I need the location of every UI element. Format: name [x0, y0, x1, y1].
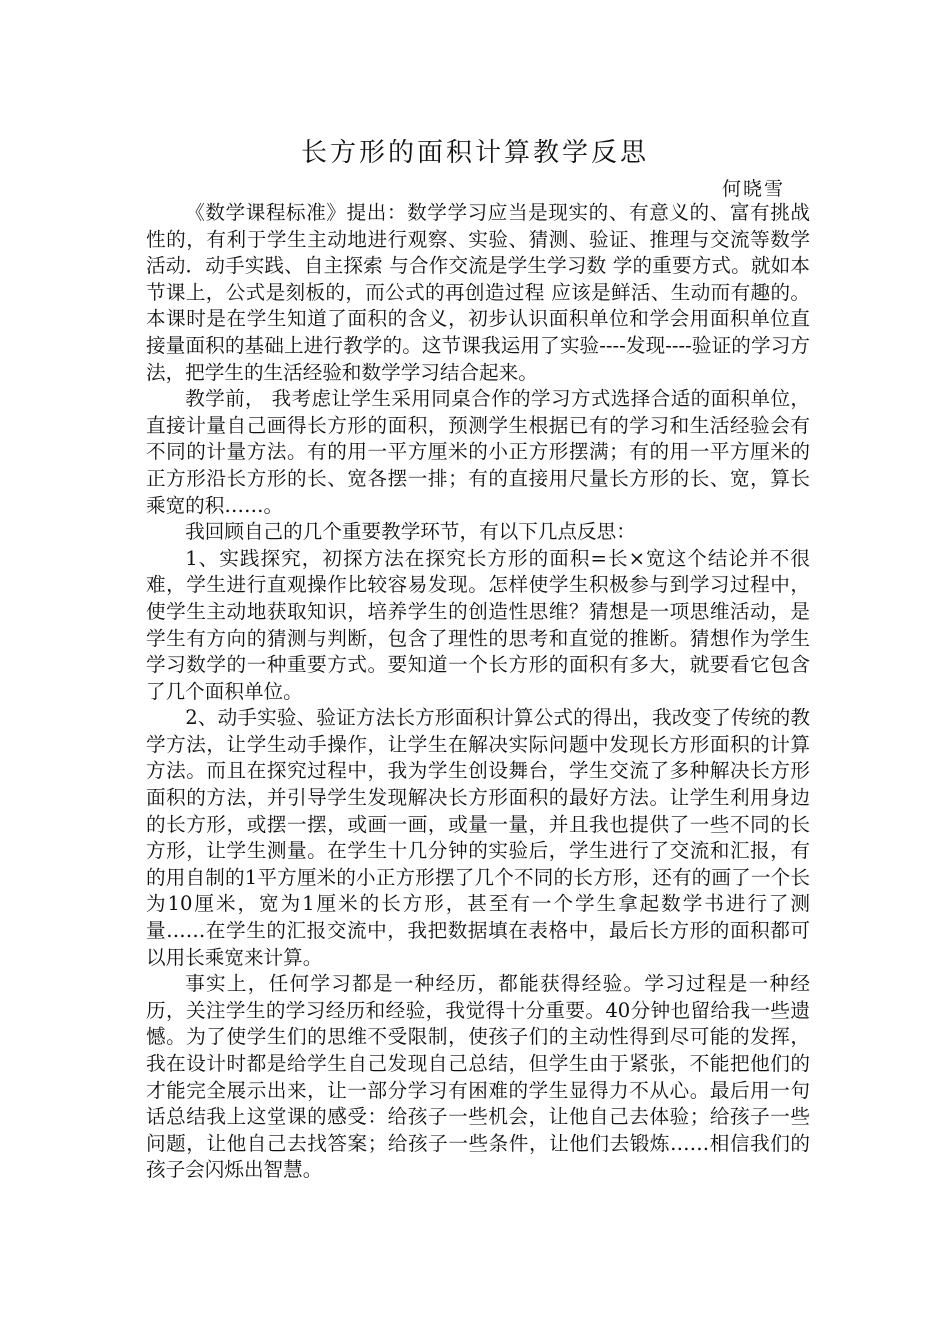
document-title: 长方形的面积计算教学反思: [300, 138, 649, 168]
document-body: [146, 200, 810, 1184]
paragraph-reflection-lead: 我回顾自己的几个重要教学环节，有以下几点反思：: [185, 520, 636, 544]
paragraph-conclusion: 事实上，任何学习都是一种经历，都能获得经验。学习过程是一种经历，关注学生的学习经历和经验，我觉得十分重要。40分钟也留给我一些遗憾。为了使学生们的思维不受限制，使孩子们的主动性得到尽可能的发挥，我在设计时都是给学生自己发现自己总结，但学生由于紧张，不能把他们的才能完全展示出来，让一部分学习有困难的学生显得力不从心。最后用一句话总结我上这堂课的感受：给孩子一些机会，让他自己去体验；给孩子一些问题，让他自己去找答案；给孩子一些条件，让他们去锻炼……相信我们的孩子会闪烁出智慧。: [146, 972, 810, 1182]
paragraph-point-2: 2、动手实验、验证方法长方形面积计算公式的得出，我改变了传统的教学方法，让学生动手操作，让学生在解决实际问题中发现长方形面积的计算方法。而且在探究过程中，我为学生创设舞台，学生交流了多种解决长方形面积的方法，并引导学生发现解决长方形面积的最好方法。让学生利用身边的长方形，或摆一摆，或画一画，或量一量，并且我也提供了一些不同的长方形，让学生测量。在学生十几分钟的实验后，学生进行了交流和汇报，有的用自制的1平方厘米的小正方形摆了几个不同的长方形，还有的画了一个长为10厘米，宽为1厘米的长方形，甚至有一个学生拿起数学书进行了测量……在学生的汇报交流中，我把数据填在表格中，最后长方形的面积都可以用长乘宽来计算。: [146, 706, 810, 969]
paragraph-before-teaching: 教学前， 我考虑让学生采用同桌合作的学习方式选择合适的面积单位，直接计量自己画得长方形的面积，预测学生根据已有的学习和生活经验会有不同的计量方法。有的用一平方厘米的小正方形摆满；有的用一平方厘米的正方形沿长方形的长、宽各摆一排；有的直接用尺量长方形的长、宽，算长乘宽的积……。: [146, 387, 810, 517]
paragraph-intro: 《数学课程标准》提出：数学学习应当是现实的、有意义的、富有挑战性的，有利于学生主动地进行观察、实验、猜测、验证、推理与交流等数学活动．动手实践、自主探索 与合作交流是学生学习数 学的重要方式。就如本节课上，公式是刻板的，而公式的再创造过程 应该是鲜活、生动而有趣的。 本课时是在学生知道了面积的含义，初步认识面积单位和学会用面积单位直接量面积的基础上进行教学的。这节课我运用了实验----发现----验证的学习方法，把学生的生活经验和数学学习结合起来。: [146, 201, 810, 384]
paragraph-point-1: 1、实践探究，初探方法在探究长方形的面积=长×宽这个结论并不很难，学生进行直观操作比较容易发现。怎样使学生积极参与到学习过程中，使学生主动地获取知识，培养学生的创造性思维？猜想是一项思维活动，是学生有方向的猜测与判断，包含了理性的思考和直觉的推断。猜想作为学生学习数学的一种重要方式。要知道一个长方形的面积有多大，就要看它包含了几个面积单位。: [146, 546, 810, 703]
author-name: 何晓雪: [722, 178, 786, 200]
